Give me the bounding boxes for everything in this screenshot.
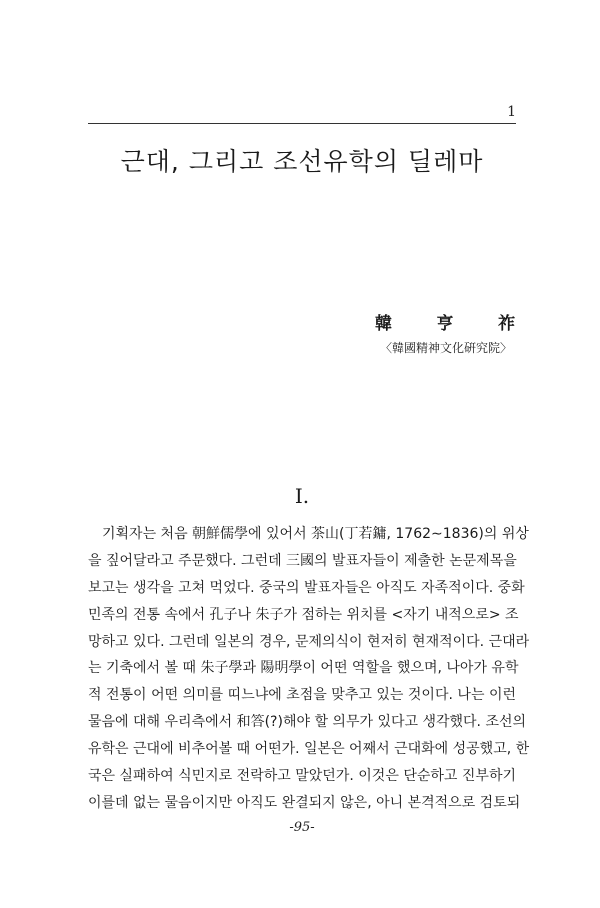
body-text: [88, 521, 530, 817]
body-line: 유학은 근대에 비추어볼 때 어떤가. 일본은 어째서 근대화에 성공했고, 한: [88, 741, 530, 758]
header-page-marker: 1: [507, 104, 516, 120]
author-name-char: 祚: [498, 314, 515, 334]
paper-title: 근대, 그리고 조선유학의 딜레마: [120, 147, 484, 176]
body-line: 이를데 없는 물음이지만 아직도 완결되지 않은, 아니 본격적으로 검토되: [88, 794, 521, 811]
author-affiliation: 〈韓國精神文化硏究院〉: [379, 341, 512, 355]
body-line: 을 짚어달라고 주문했다. 그런데 三國의 발표자들이 제출한 논문제목을: [88, 552, 517, 569]
body-line: 적 전통이 어떤 의미를 띠느냐에 초점을 맞추고 있는 것이다. 나는 이런: [88, 687, 516, 704]
author-name-char: 韓: [375, 314, 392, 334]
page-number: -95-: [289, 820, 315, 835]
author-name: [375, 309, 515, 334]
body-line: 는 기축에서 볼 때 朱子學과 陽明學이 어떤 역할을 했으며, 나아가 유학: [88, 660, 519, 677]
body-line: 국은 실패하여 식민지로 전락하고 말았던가. 이것은 단순하고 진부하기: [88, 768, 516, 785]
header-rule: [88, 123, 516, 124]
section-heading: I.: [294, 484, 310, 508]
body-line: 보고는 생각을 고쳐 먹었다. 중국의 발표자들은 아직도 자족적이다. 중화: [88, 579, 525, 596]
author-name-char: 亨: [436, 314, 454, 334]
body-line: 민족의 전통 속에서 孔子나 朱子가 점하는 위치를 <자기 내적으로> 조: [88, 606, 519, 623]
body-line: 물음에 대해 우리측에서 和答(?)해야 할 의무가 있다고 생각했다. 조선의: [88, 714, 527, 731]
body-line: 기획자는 처음 朝鮮儒學에 있어서 茶山(丁若鏞, 1762∼1836)의 위상: [102, 526, 529, 542]
body-line: 망하고 있다. 그런데 일본의 경우, 문제의식이 현저히 현재적이다. 근대라: [88, 633, 530, 650]
